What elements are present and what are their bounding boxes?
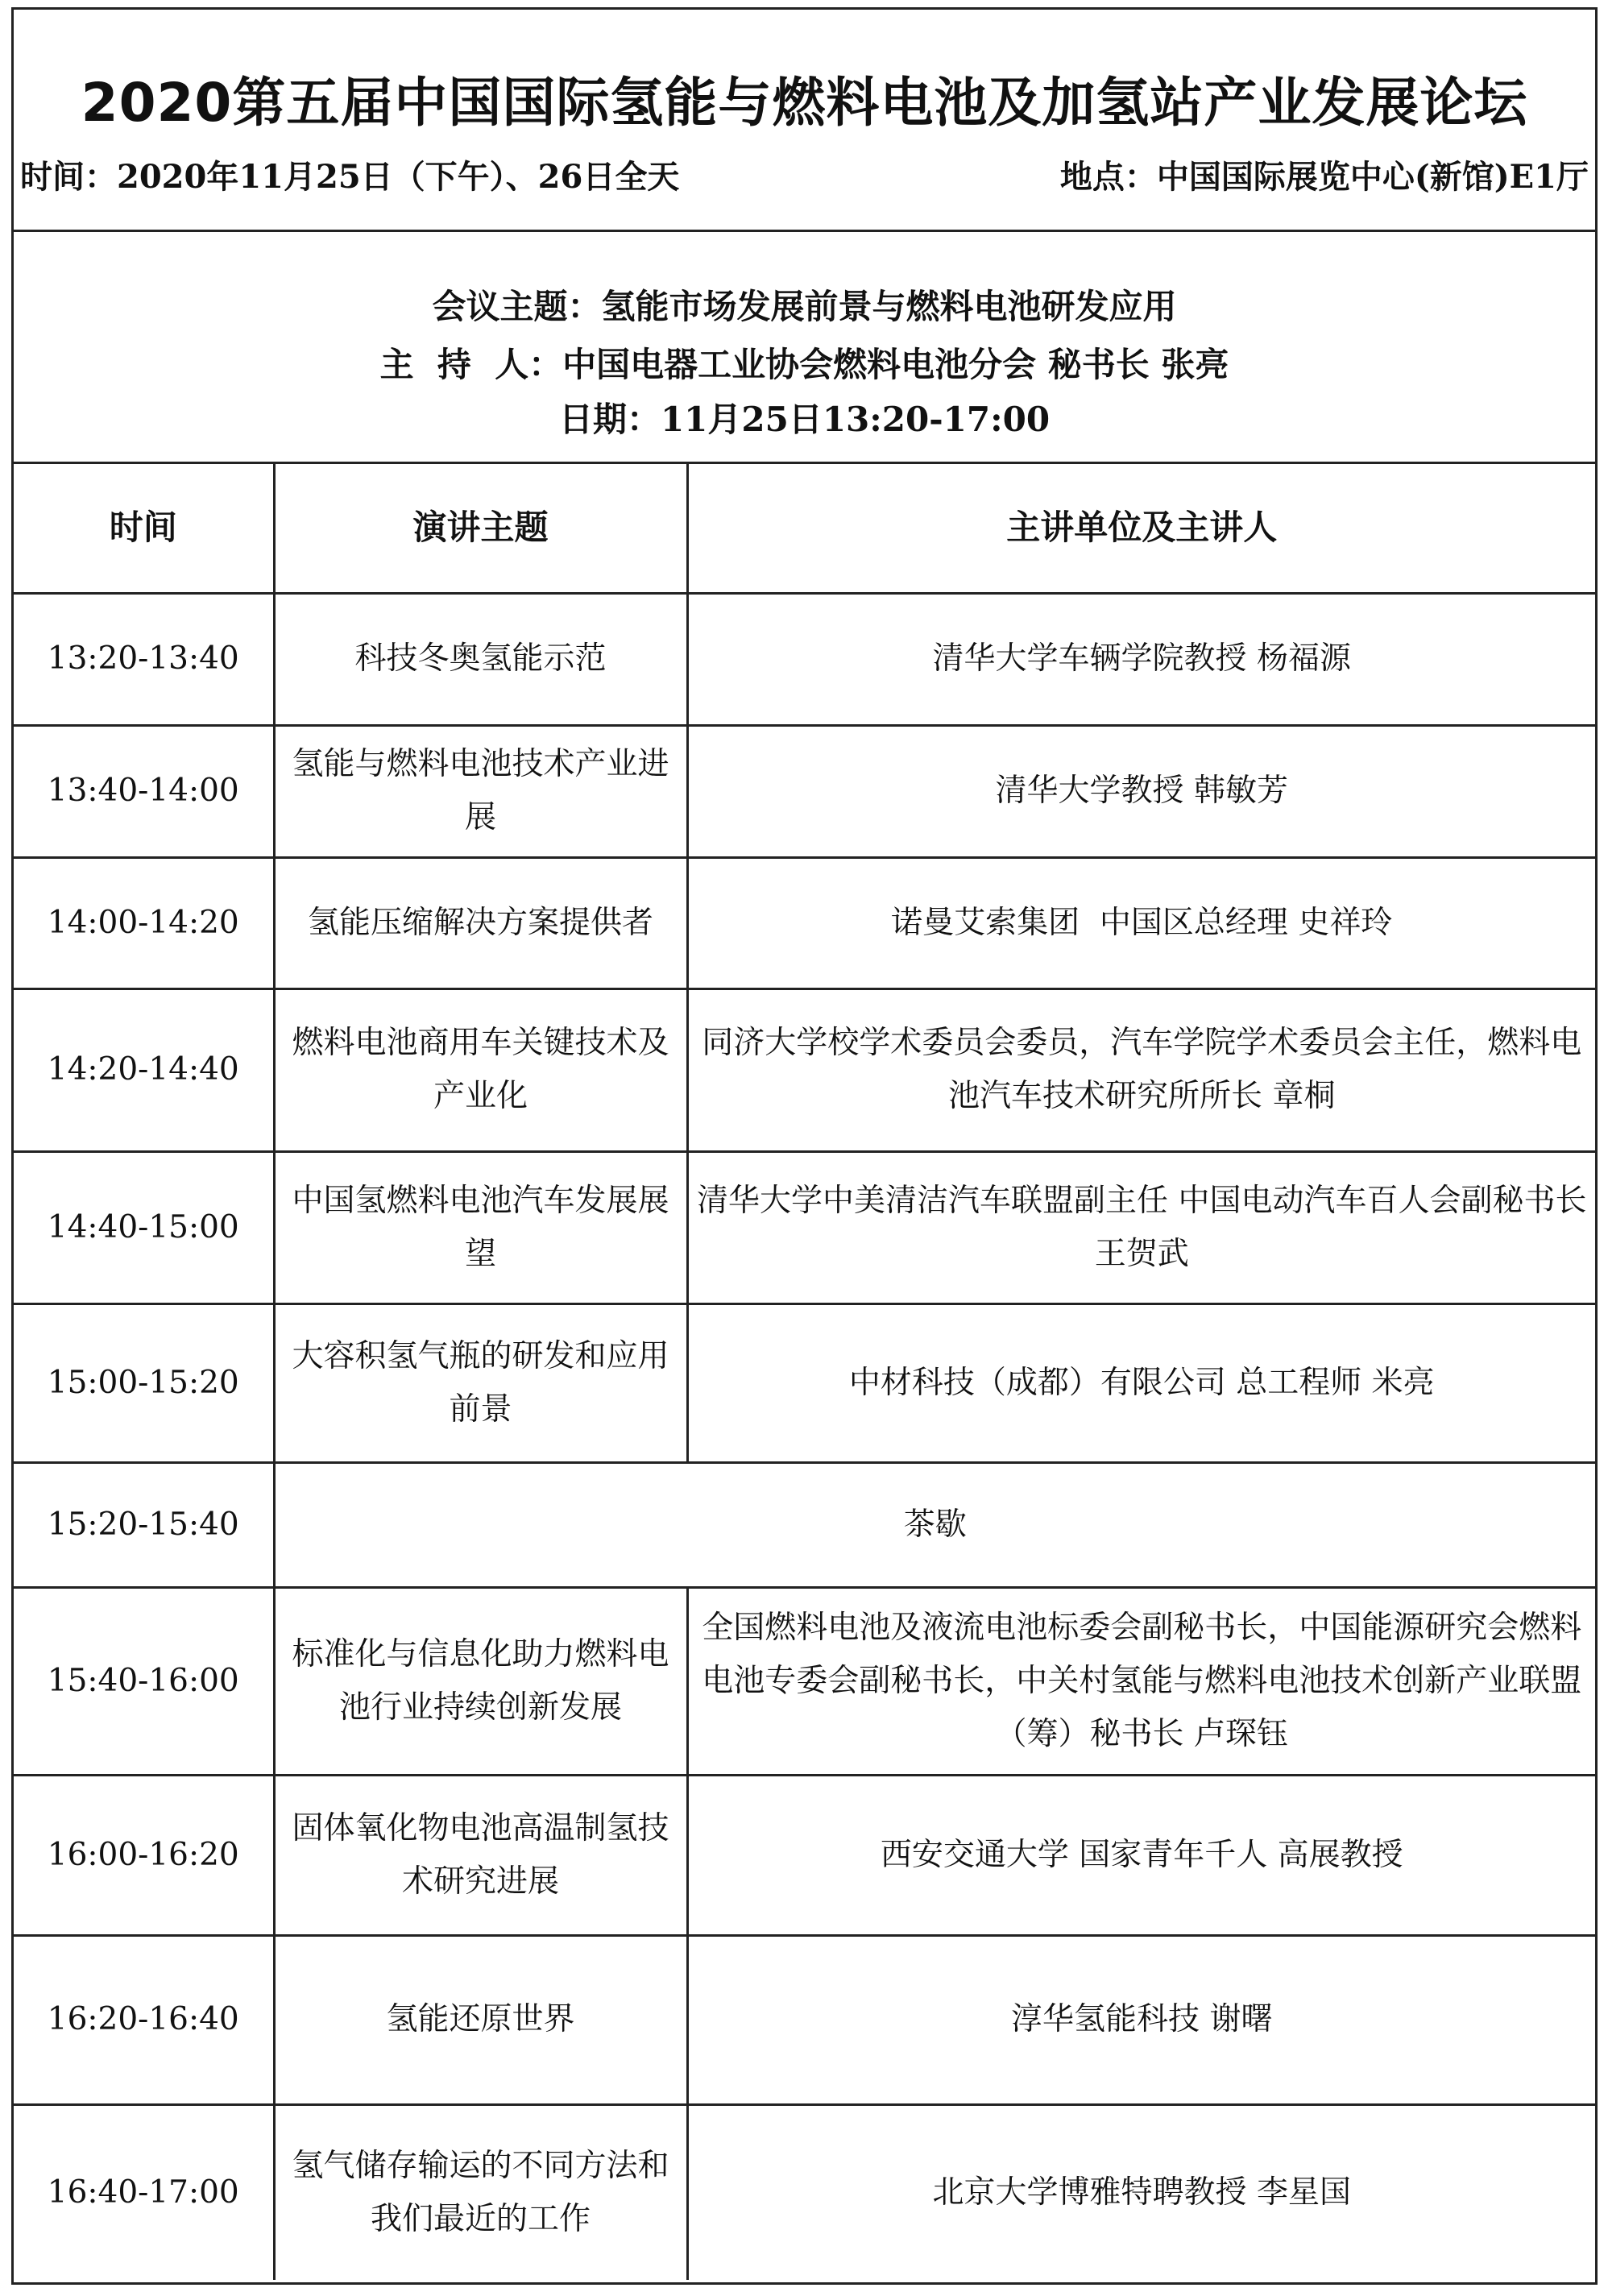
session-host: 中国电器工业协会燃料电池分会 秘书长 张亮	[562, 345, 1229, 384]
table-row	[14, 593, 1595, 725]
row-time: 14:40-15:00	[14, 1151, 274, 1303]
row-time: 14:00-14:20	[14, 857, 274, 988]
row-speaker: 清华大学中美清洁汽车联盟副主任 中国电动汽车百人会副秘书长 王贺武	[687, 1151, 1595, 1303]
row-time: 16:20-16:40	[14, 1935, 274, 2104]
forum-header	[14, 10, 1595, 232]
row-time: 15:00-15:20	[14, 1303, 274, 1462]
table-row	[14, 1151, 1595, 1303]
break-label: 茶歇	[274, 1462, 1595, 1587]
session-info	[14, 232, 1595, 464]
row-time: 15:20-15:40	[14, 1462, 274, 1587]
row-time: 16:00-16:20	[14, 1775, 274, 1935]
row-topic: 氢气储存输运的不同方法和我们最近的工作	[274, 2104, 687, 2280]
row-speaker: 淳华氢能科技 谢曙	[687, 1935, 1595, 2104]
row-speaker: 西安交通大学 国家青年千人 高展教授	[687, 1775, 1595, 1935]
row-speaker: 诺曼艾索集团 中国区总经理 史祥玲	[687, 857, 1595, 988]
forum-title: 2020第五届中国国际氢能与燃料电池及加氢站产业发展论坛	[81, 72, 1528, 134]
table-row	[14, 725, 1595, 857]
session-topic: 会议主题：氢能市场发展前景与燃料电池研发应用	[432, 287, 1177, 326]
row-speaker: 北京大学博雅特聘教授 李星国	[687, 2104, 1595, 2280]
row-speaker: 清华大学车辆学院教授 杨福源	[687, 593, 1595, 725]
table-row	[14, 1587, 1595, 1775]
agenda-sheet	[11, 7, 1598, 2285]
column-header-speaker: 主讲单位及主讲人	[687, 464, 1595, 593]
row-speaker: 中材科技（成都）有限公司 总工程师 米亮	[687, 1303, 1595, 1462]
row-time: 15:40-16:00	[14, 1587, 274, 1775]
table-row	[14, 988, 1595, 1151]
table-row	[14, 857, 1595, 988]
table-row	[14, 2104, 1595, 2280]
row-topic: 氢能与燃料电池技术产业进展	[274, 725, 687, 857]
column-header-time: 时间	[14, 464, 274, 593]
row-topic: 固体氧化物电池高温制氢技术研究进展	[274, 1775, 687, 1935]
row-speaker: 同济大学校学术委员会委员，汽车学院学术委员会主任，燃料电池汽车技术研究所所长 章桐	[687, 988, 1595, 1151]
row-time: 14:20-14:40	[14, 988, 274, 1151]
session-host-line	[14, 338, 1595, 387]
table-row	[14, 1935, 1595, 2104]
row-topic: 燃料电池商用车关键技术及产业化	[274, 988, 687, 1151]
session-date: 日期：11月25日13:20-17:00	[558, 400, 1051, 439]
row-time: 16:40-17:00	[14, 2104, 274, 2280]
row-topic: 标准化与信息化助力燃料电池行业持续创新发展	[274, 1587, 687, 1775]
session-host-label: 主 持 人：	[379, 345, 563, 384]
forum-venue: 地点：中国国际展览中心(新馆)E1厅	[1059, 158, 1589, 196]
row-time: 13:20-13:40	[14, 593, 274, 725]
row-speaker: 清华大学教授 韩敏芳	[687, 725, 1595, 857]
row-time: 13:40-14:00	[14, 725, 274, 857]
row-topic: 氢能压缩解决方案提供者	[274, 857, 687, 988]
forum-time: 时间：2020年11月25日（下午）、26日全天	[20, 158, 680, 196]
row-speaker: 全国燃料电池及液流电池标委会副秘书长，中国能源研究会燃料电池专委会副秘书长，中关村氢能与燃料电池技术创新产业联盟（筹）秘书长 卢琛钰	[687, 1587, 1595, 1775]
table-row	[14, 1303, 1595, 1462]
row-topic: 科技冬奥氢能示范	[274, 593, 687, 725]
table-header-row	[14, 464, 1595, 593]
table-row-break	[14, 1462, 1595, 1587]
schedule-table	[14, 464, 1595, 2280]
row-topic: 氢能还原世界	[274, 1935, 687, 2104]
row-topic: 中国氢燃料电池汽车发展展望	[274, 1151, 687, 1303]
table-row	[14, 1775, 1595, 1935]
row-topic: 大容积氢气瓶的研发和应用前景	[274, 1303, 687, 1462]
column-header-topic: 演讲主题	[274, 464, 687, 593]
